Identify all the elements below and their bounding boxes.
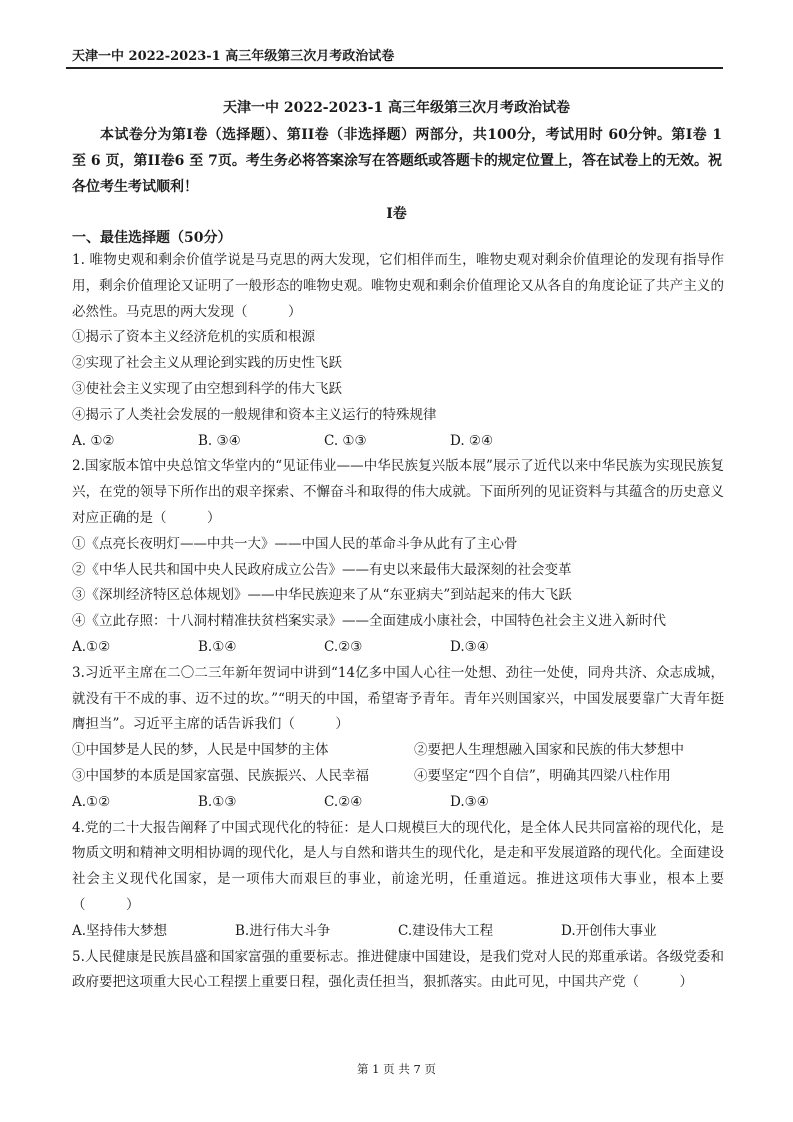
statement-pair (72, 764, 724, 790)
choice-b: B. ③④ (198, 432, 241, 449)
statement-option: ④揭示了人类社会发展的一般规律和资本主义运行的特殊规律 (72, 406, 437, 423)
question-2 (72, 454, 724, 660)
choice-c: C.建设伟大工程 (398, 922, 494, 939)
statement-option: ③使社会主义实现了由空想到科学的伟大飞跃 (72, 380, 342, 397)
question-stem: 4.党的二十大报告阐释了中国式现代化的特征：是人口规模巨大的现代化，是全体人民共同富裕的现代化，是物质文明和精神文明相协调的现代化，是人与自然和谐共生的现代化，是走和平发展道路的现代化。全面建设社会主义现代化国家，是一项伟大而艰巨的事业，前途光明，任重道远。推进这项伟大事业，根本上要（ ） (72, 819, 724, 913)
answer-choices (72, 635, 724, 661)
choice-d: D.③④ (450, 793, 489, 810)
statement-option: ③中国梦的本质是国家富强、民族振兴、人民幸福 (72, 767, 369, 784)
page-number: 第 1 页 共 7 页 (357, 1062, 436, 1076)
statement-option: ③《深圳经济特区总体规划》——中华民族迎来了从“东亚病夫”到站起来的伟大飞跃 (72, 587, 572, 604)
statement-pair (72, 738, 724, 764)
statement-option: ①中国梦是人民的梦，人民是中国梦的主体 (72, 742, 329, 759)
choice-d: D.③④ (450, 638, 489, 655)
header-divider (66, 67, 723, 69)
choice-d: D.开创伟大事业 (561, 922, 657, 939)
exam-instructions: 本试卷分为第I卷（选择题）、第II卷（非选择题）两部分，共100分，考试用时 60分钟。第I卷 1 至 6 页，第II卷6 至 7页。考生务必将答案涂写在答题纸或答题卡的规定位置上，答在试卷上的无效。祝各位考生考试顺利！ (72, 127, 722, 195)
question-4 (72, 816, 724, 945)
question-5 (72, 945, 724, 997)
question-stem: 1. 唯物史观和剩余价值学说是马克思的两大发现，它们相伴而生，唯物史观对剩余价值理论的发现有指导作用，剩余价值理论又证明了一般形态的唯物史观。唯物史观和剩余价值理论又从各自的角度论证了共产主义的必然性。马克思的两大发现（ ） (72, 252, 724, 320)
statement-option: ④《立此存照：十八洞村精准扶贫档案实录》——全面建成小康社会，中国特色社会主义进入新时代 (72, 613, 666, 630)
question-list (72, 248, 724, 996)
choice-b: B.进行伟大斗争 (235, 922, 331, 939)
statement-option: ②《中华人民共和国中央人民政府成立公告》——有史以来最伟大最深刻的社会变革 (72, 561, 572, 578)
choice-b: B.①③ (198, 793, 237, 810)
statement-option: ①《点亮长夜明灯——中共一大》——中国人民的革命斗争从此有了主心骨 (72, 535, 518, 552)
choice-a: A.坚持伟大梦想 (72, 922, 168, 939)
choice-a: A.①② (72, 793, 111, 810)
question-stem: 5.人民健康是民族昌盛和国家富强的重要标志。推进健康中国建设，是我们党对人民的郑重承诺。各级党委和政府要把这项重大民心工程摆上重要日程，强化责任担当，狠抓落实。由此可见，中国共产党（ ） (72, 948, 724, 991)
answer-choices (72, 919, 724, 945)
answer-choices (72, 429, 724, 455)
statement-option: ②要把人生理想融入国家和民族的伟大梦想中 (414, 742, 684, 759)
document-title: 天津一中 2022-2023-1 高三年级第三次月考政治试卷 (222, 100, 571, 116)
section-heading: 一、最佳选择题（50分） (72, 230, 232, 246)
choice-b: B.①④ (198, 638, 237, 655)
running-header: 天津一中 2022-2023-1 高三年级第三次月考政治试卷 (72, 49, 395, 64)
question-3 (72, 661, 724, 816)
choice-c: C.②④ (324, 793, 363, 810)
statement-option: ①揭示了资本主义经济危机的实质和根源 (72, 329, 315, 346)
choice-c: C. ①③ (324, 432, 367, 449)
choice-d: D. ②④ (450, 432, 494, 449)
question-1 (72, 248, 724, 454)
choice-c: C.②③ (324, 638, 363, 655)
choice-a: A.①② (72, 638, 111, 655)
choice-a: A. ①② (72, 432, 115, 449)
volume-heading: I卷 (386, 206, 407, 222)
question-stem: 3.习近平主席在二〇二三年新年贺词中讲到“14亿多中国人心往一处想、劲往一处使，同舟共济、众志成城，就没有干不成的事、迈不过的坎。”“明天的中国，希望寄予青年。青年兴则国家兴，中国发展要靠广大青年挺膺担当”。习近平主席的话告诉我们（ ） (72, 664, 724, 733)
statement-option: ④要坚定“四个自信”，明确其四梁八柱作用 (414, 767, 671, 784)
question-stem: 2.国家版本馆中央总馆文华堂内的“见证伟业——中华民族复兴版本展”展示了近代以来中华民族为实现民族复兴，在党的领导下所作出的艰辛探索、不懈奋斗和取得的伟大成就。下面所列的见证资料与其蕴含的历史意义对应正确的是（ ） (72, 458, 724, 526)
answer-choices (72, 790, 724, 816)
statement-option: ②实现了社会主义从理论到实践的历史性飞跃 (72, 355, 342, 372)
